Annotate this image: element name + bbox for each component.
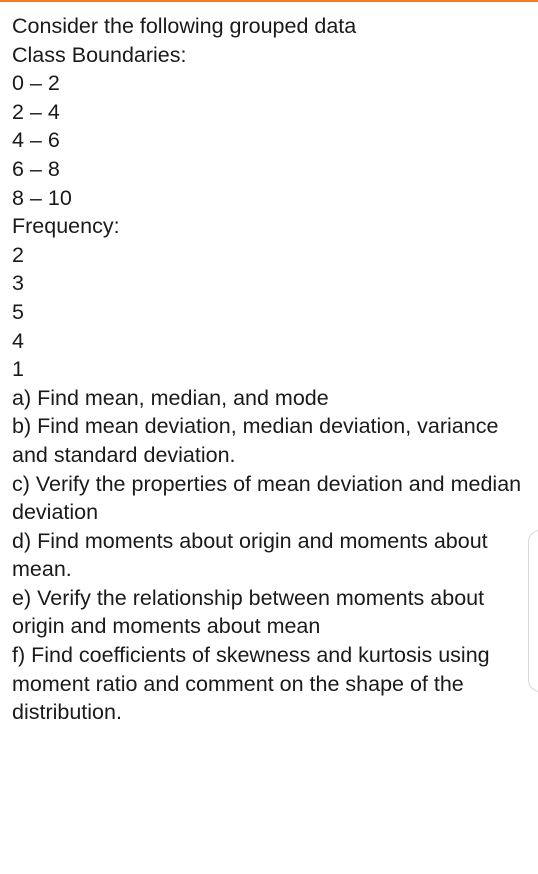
frequency-item: 1 (12, 357, 24, 382)
question-c: c) Verify the properties of mean deviation and median deviation (12, 471, 522, 525)
class-boundary-item: 2 – 4 (12, 99, 60, 124)
side-pull-handle[interactable] (528, 530, 538, 692)
top-accent-bar (0, 0, 538, 2)
class-boundaries-label: Class Boundaries: (12, 42, 187, 67)
intro-text: Consider the following grouped data (12, 14, 357, 38)
frequency-item: 4 (12, 328, 24, 353)
question-d: d) Find moments about origin and moments about mean. (12, 528, 488, 582)
frequency-item: 5 (12, 299, 24, 324)
question-f: f) Find coefficients of skewness and kurtosis using moment ratio and comment on the shape of the distribution. (12, 643, 490, 725)
question-b: b) Find mean deviation, median deviation, variance and standard deviation. (12, 414, 499, 467)
class-boundary-item: 8 – 10 (12, 185, 72, 210)
question-a: a) Find mean, median, and mode (12, 385, 329, 410)
frequency-label: Frequency: (12, 214, 120, 239)
class-boundary-item: 0 – 2 (12, 71, 60, 96)
frequency-item: 3 (12, 271, 24, 296)
question-e: e) Verify the relationship between moments about origin and moments about mean (12, 585, 485, 639)
class-boundary-item: 4 – 6 (12, 128, 60, 153)
frequency-item: 2 (12, 242, 24, 267)
question-document (12, 12, 528, 727)
class-boundary-item: 6 – 8 (12, 156, 60, 181)
